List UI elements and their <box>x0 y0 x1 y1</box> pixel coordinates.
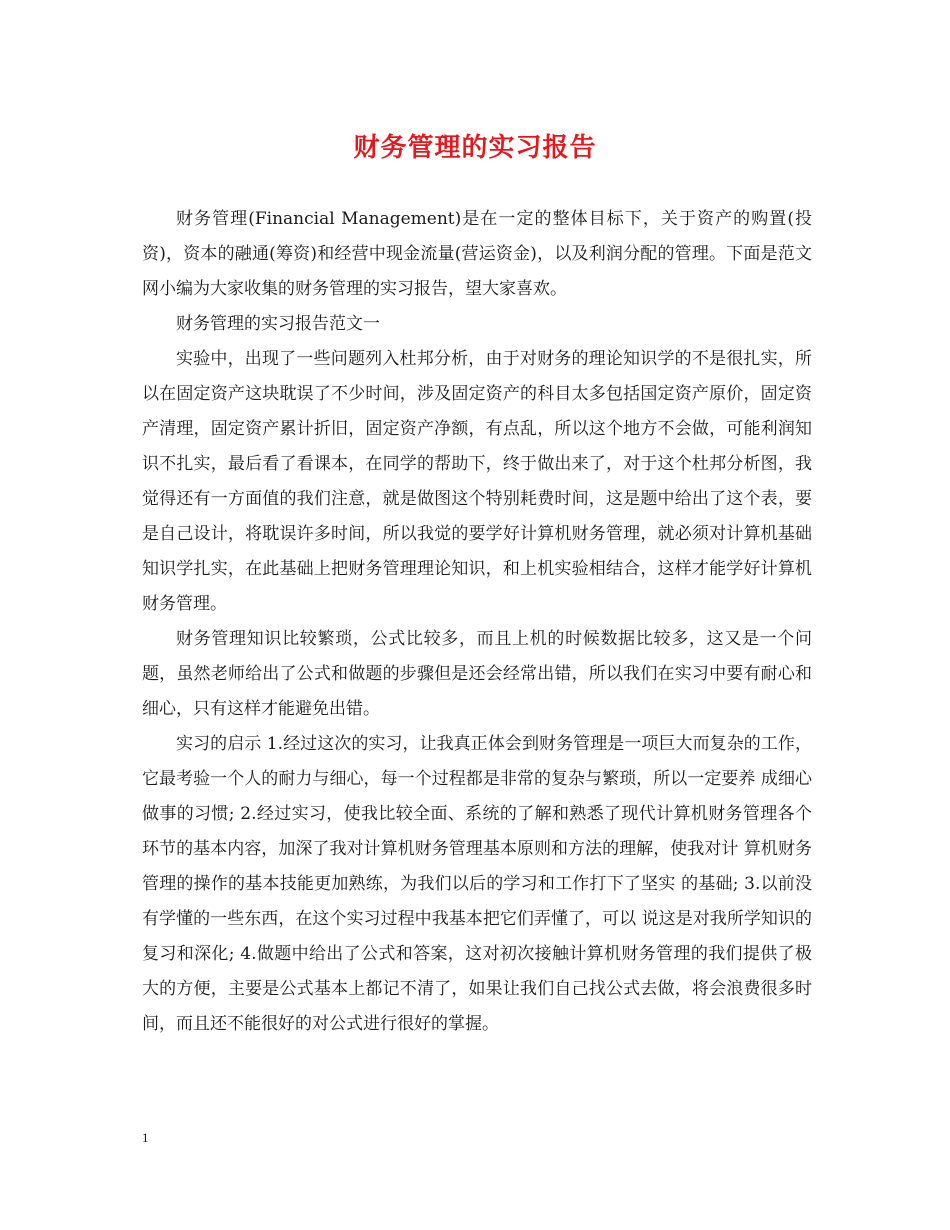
paragraph-insights: 实习的启示 1.经过这次的实习，让我真正体会到财务管理是一项巨大而复杂的工作，它最考验一个人的耐力与细心，每一个过程都是非常的复杂与繁琐，所以一定要养 成细心做事的习惯; 2.经过实习，使我比较全面、系统的了解和熟悉了现代计算机财务管理各个 环节的基本内容，加深了我对计算机财务管理基本原则和方法的理解，使我对计 算机财务管理的操作的基本技能更加熟练，为我们以后的学习和工作打下了坚实 的基础; 3.以前没有学懂的一些东西，在这个实习过程中我基本把它们弄懂了，可以 说这是对我所学知识的复习和深化; 4.做题中给出了公式和答案，这对初次接触计算机财务管理的我们提供了极大的方便，主要是公式基本上都记不清了，如果让我们自己找公式去做，将会浪费很多时间，而且还不能很好的对公式进行很好的掌握。 <box>142 734 812 1034</box>
paragraph-experiment: 实验中，出现了一些问题列入杜邦分析，由于对财务的理论知识学的不是很扎实，所以在固定资产这块耽误了不少时间，涉及固定资产的科目太多包括国定资产原价，固定资产清理，固定资产累计折旧，固定资产净额，有点乱，所以这个地方不会做，可能利润知识不扎实，最后看了看课本，在同学的帮助下，终于做出来了，对于这个杜邦分析图，我觉得还有一方面值的我们注意，就是做图这个特别耗费时间，这是题中给出了这个表，要是自己设计，将耽误许多时间，所以我觉的要学好计算机财务管理，就必须对计算机基础知识学扎实，在此基础上把财务管理理论知识，和上机实验相结合，这样才能学好计算机财务管理。 <box>142 349 812 614</box>
paragraph-section-heading: 财务管理的实习报告范文一 <box>176 314 380 334</box>
paragraph-intro: 财务管理(Financial Management)是在一定的整体目标下，关于资产的购置(投资)，资本的融通(筹资)和经营中现金流量(营运资金)，以及利润分配的管理。下面是范文网小编为大家收集的财务管理的实习报告，望大家喜欢。 <box>142 209 812 299</box>
document-title: 财务管理的实习报告 <box>353 133 597 163</box>
page-number: 1 <box>142 1130 149 1145</box>
paragraph-complexity: 财务管理知识比较繁琐，公式比较多，而且上机的时候数据比较多，这又是一个问题，虽然老师给出了公式和做题的步骤但是还会经常出错，所以我们在实习中要有耐心和细心，只有这样才能避免出错。 <box>142 629 812 719</box>
document-body <box>142 202 812 1042</box>
